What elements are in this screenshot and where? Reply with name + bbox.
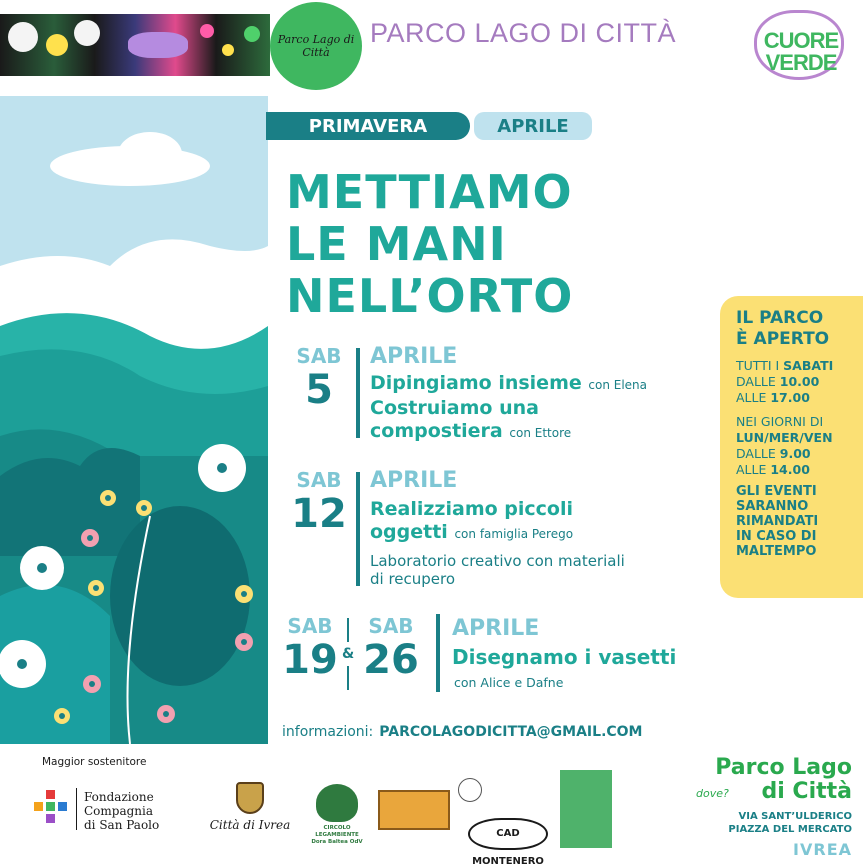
cuore-verde-logo — [748, 10, 854, 80]
event-3-day-1: 19 — [282, 637, 338, 683]
cuore-verde-line2: VERDE — [765, 50, 837, 75]
event-1-activity-1-title: Dipingiamo insieme — [370, 372, 582, 394]
banner-illustration — [0, 14, 270, 76]
event-2-dow: SAB — [296, 468, 342, 492]
event-1-day: 5 — [305, 367, 333, 413]
cad-montenero-logo — [458, 778, 554, 866]
place-line2: di Città — [761, 779, 852, 804]
event-3-date-2 — [356, 614, 426, 682]
event-2-divider — [356, 472, 360, 586]
event-2-day: 12 — [291, 491, 347, 537]
park-logo — [270, 2, 362, 90]
citta-ivrea-text: Città di Ivrea — [209, 818, 291, 832]
open-weekdays-days: LUN/MER/VEN — [736, 430, 833, 445]
event-2-desc-line1: Laboratorio creativo con materiali — [370, 552, 625, 570]
event-1-dow: SAB — [296, 344, 342, 368]
headline-line-1: METTIAMO — [286, 165, 573, 219]
opening-hours-box — [720, 296, 863, 598]
event-1-activity-2-line1: Costruiamo una — [370, 397, 539, 419]
event-2-desc-line2: di recupero — [370, 570, 456, 588]
open-saturday-line: TUTTI I SABATI — [736, 358, 834, 373]
event-1-month: APRILE — [370, 344, 458, 369]
open-heading-line2: È APERTO — [736, 329, 830, 349]
contact-info — [282, 724, 643, 740]
city: IVREA — [793, 840, 852, 859]
event-3-sep-bottom — [347, 666, 349, 690]
landscape-svg — [0, 96, 268, 744]
event-3-month: APRILE — [452, 616, 540, 641]
place-line1: Parco Lago — [715, 755, 852, 780]
ivrea-shield-icon — [236, 782, 264, 814]
info-email[interactable]: PARCOLAGODICITTA@GMAIL.COM — [379, 724, 643, 740]
season-pill: PRIMAVERA — [266, 112, 470, 140]
event-3-divider — [436, 614, 440, 692]
event-2-title-line2 — [370, 521, 573, 546]
info-label: informazioni: — [282, 724, 374, 740]
green-partner-logo — [560, 770, 612, 848]
event-3-amp: & — [342, 646, 355, 662]
event-1-activity-2-title: compostiera — [370, 420, 503, 442]
event-1-date — [290, 344, 348, 412]
event-3-dow-1: SAB — [287, 614, 333, 638]
weather-warning: GLI EVENTI SARANNO RIMANDATI IN CASO DI MALTEMPO — [736, 484, 819, 559]
month-pill: APRILE — [474, 112, 592, 140]
open-weekdays-label: NEI GIORNI DI — [736, 414, 824, 429]
top-banner — [0, 0, 863, 92]
event-3-title: Disegnamo i vasetti — [452, 645, 677, 669]
park-logo-text: Parco Lago di Città — [277, 32, 355, 59]
event-2-month: APRILE — [370, 468, 458, 493]
legambiente-logo: CIRCOLO LEGAMBIENTE Dora Baltea OdV — [304, 784, 370, 846]
place-name — [692, 756, 852, 804]
event-1-activity-2-line2 — [370, 420, 571, 445]
fondazione-mark-icon — [34, 790, 68, 824]
event-2-with: con famiglia Perego — [454, 527, 574, 541]
event-1-divider — [356, 348, 360, 438]
cad-montenero-text: CAD MONTENERO — [468, 818, 548, 850]
legambiente-bird-icon — [316, 784, 358, 822]
citta-ivrea-logo — [208, 782, 292, 832]
open-weekdays-from: DALLE 9.00 — [736, 446, 811, 461]
event-2-date — [290, 468, 348, 536]
headline — [286, 166, 706, 322]
event-3-with: con Alice e Dafne — [454, 675, 564, 690]
cuore-verde-line1: CUORE — [763, 28, 839, 53]
event-3-dow-2: SAB — [368, 614, 414, 638]
fondazione-logo — [34, 786, 184, 836]
address: VIA SANT’ULDERICO PIAZZA DEL MERCATO — [728, 811, 852, 835]
fondazione-text: Fondazione Compagnia di San Paolo — [84, 790, 160, 832]
headline-line-3: NELL’ORTO — [286, 269, 574, 323]
event-1-activity-1 — [370, 372, 647, 397]
sponsor-label: Maggior sostenitore — [42, 756, 147, 768]
event-2-title: oggetti — [370, 521, 448, 543]
open-saturday-from: DALLE 10.00 — [736, 374, 820, 389]
event-1-activity-1-with: con Elena — [588, 378, 648, 392]
headline-line-2: LE MANI — [286, 217, 507, 271]
montenero-seal-icon — [458, 778, 482, 802]
open-saturday-to: ALLE 17.00 — [736, 390, 810, 405]
event-3-sep-top — [347, 618, 349, 642]
garden-illustration — [0, 96, 268, 744]
event-1-activity-2-with: con Ettore — [509, 426, 572, 440]
event-3-day-2: 26 — [363, 637, 419, 683]
event-3-date-1 — [278, 614, 342, 682]
park-title: PARCO LAGO DI CITTÀ — [370, 18, 677, 48]
event-2-title-line1: Realizziamo piccoli — [370, 498, 573, 520]
open-weekdays-to: ALLE 14.00 — [736, 462, 810, 477]
fondazione-divider — [76, 788, 77, 830]
place-dove: dove? — [696, 787, 729, 800]
orto-logo — [378, 790, 450, 830]
open-heading-line1: IL PARCO — [736, 308, 824, 328]
